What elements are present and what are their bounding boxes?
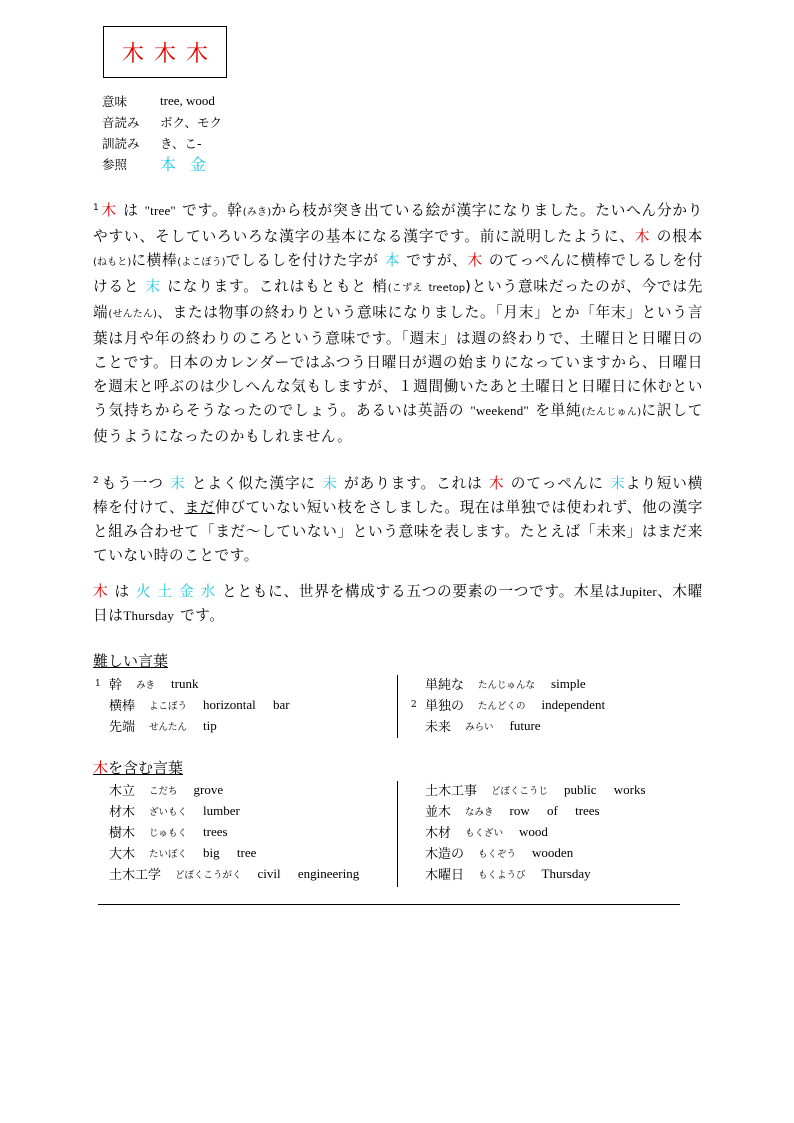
column-divider — [397, 781, 398, 887]
vocab-word: 樹木 — [109, 826, 136, 841]
kanji-link-ki[interactable]: 木 — [488, 475, 505, 492]
text: を単純 — [534, 402, 582, 419]
vocab-reading: もくようび — [478, 869, 526, 881]
vocab-word: 横棒 — [109, 699, 136, 714]
vocab-word: 単純な — [425, 678, 465, 693]
text: 、または物事の終わりという意味になりました。「月末」とか「年末」という言葉は月や年の終わりのころという意味です。「週末」は週の終わりで、土曜日と日曜日のことです。日本のカレンダーではふつう日曜日が週の始まりになっていますから、日曜日を週末と呼ぶのは少しへんな気もしますが、１週間働いたあと土曜日と日曜日に休むという気持ちからそうなったのでしょう。あるいは英語の — [93, 304, 703, 419]
kanji-link-matsu[interactable]: 末 — [169, 475, 186, 492]
vocab-english: independent — [541, 696, 606, 712]
vocab-word: 幹 — [109, 678, 123, 693]
vocab-english: tip — [203, 717, 217, 733]
paragraph-2 — [93, 469, 703, 568]
reading: (みき) — [242, 207, 272, 218]
footnote-number: 2 — [411, 699, 417, 710]
vocab-word: 未来 — [425, 720, 452, 735]
meaning-value: tree, wood — [160, 92, 215, 108]
bottom-rule — [98, 904, 680, 905]
text: とともに、世界を構成する五つの要素の一つです。木星は — [221, 583, 621, 600]
footnote-1-marker: 1 — [93, 203, 100, 213]
english-word: Jupiter — [620, 584, 657, 599]
vocab-english: wooden — [532, 844, 574, 860]
vocab-reading: なみき — [465, 806, 494, 818]
vocab-row — [93, 673, 290, 694]
reading: (よこぼう) — [177, 257, 226, 268]
english-word: "weekend" — [470, 403, 529, 418]
text: は — [114, 583, 130, 600]
vocab-reading: よこぼう — [149, 700, 188, 712]
kun-reading-label: 訓読み — [102, 135, 140, 151]
compounds-right — [409, 779, 646, 884]
english-word: treetop — [428, 283, 466, 294]
kanji-brush: 木 — [185, 41, 208, 67]
text: です。幹 — [181, 202, 243, 219]
vocab-row — [409, 694, 605, 715]
kanji-link-mi[interactable]: 未 — [322, 475, 338, 492]
vocab-row — [93, 779, 359, 800]
reference-link-kin[interactable]: 金 — [190, 155, 207, 174]
text: に横棒 — [131, 252, 178, 269]
vocab-row — [409, 842, 646, 863]
vocab-reading: たんじゅんな — [478, 679, 536, 691]
vocab-english: wood — [519, 823, 548, 839]
kanji-link-ki[interactable]: 木 — [467, 252, 483, 269]
reading: (こずえ — [387, 283, 423, 294]
kun-reading-row — [102, 132, 222, 153]
meaning-row — [102, 90, 222, 111]
text: のてっぺんに横棒でしるしを付けると — [93, 252, 703, 295]
vocab-reading: たんどくの — [478, 700, 526, 712]
kanji-header-box — [103, 26, 227, 78]
on-reading-value: ボク、モク — [160, 114, 223, 130]
vocab-reading: みき — [136, 679, 156, 691]
vocab-word: 木曜日 — [425, 868, 465, 883]
text: になります。これはもともと 梢 — [167, 278, 388, 295]
english-word: Thursday — [123, 608, 175, 623]
underlined-text: まだ — [184, 499, 216, 516]
text: ですが、 — [406, 252, 468, 269]
compounds-title — [93, 757, 183, 778]
on-reading-row — [102, 111, 222, 132]
vocab-english: horizontal bar — [203, 696, 290, 712]
vocab-word: 木造の — [425, 847, 465, 862]
text: )という意味だったのが、今では先端 — [93, 278, 703, 321]
footnote-2-marker: 2 — [93, 476, 100, 486]
vocab-english: civil engineering — [257, 865, 360, 881]
kanji-info — [102, 90, 222, 174]
vocab-english: lumber — [203, 802, 240, 818]
vocab-reading: もくぞう — [478, 848, 517, 860]
compounds-left — [93, 779, 359, 884]
vocab-english: big tree — [203, 844, 257, 860]
reference-row — [102, 153, 222, 174]
vocab-word: 先端 — [109, 720, 136, 735]
text: に訳して使うようになったのかもしれません。 — [93, 402, 703, 445]
vocab-row — [409, 779, 646, 800]
kanji-link-kin[interactable]: 金 — [178, 583, 195, 600]
vocab-word: 土木工学 — [109, 868, 162, 883]
vocab-row — [93, 715, 290, 736]
vocab-row — [93, 863, 359, 884]
kanji-sans: 木 — [121, 41, 144, 67]
vocab-row — [409, 715, 605, 736]
text: から枝が突き出ている絵が漢字になりました。たいへん分かりやすい、そしていろいろな漢字の基本になる漢字です。前に説明したように、 — [93, 202, 703, 245]
vocab-reading: じゅもく — [149, 827, 188, 839]
vocab-english: Thursday — [541, 865, 591, 881]
reading: (ねもと) — [93, 257, 132, 268]
vocab-word: 材木 — [109, 805, 136, 820]
english-word: "tree" — [144, 203, 176, 218]
text: の根本 — [656, 228, 703, 245]
paragraph-3 — [93, 580, 703, 628]
reading: (せんたん) — [108, 309, 158, 320]
vocab-reading: どぼくこうじ — [491, 785, 549, 797]
vocab-english: grove — [193, 781, 224, 797]
vocab-english: public works — [564, 781, 646, 797]
kun-reading-value: き、こ- — [160, 135, 202, 151]
vocab-word: 土木工事 — [425, 784, 478, 799]
text: もう一つ — [101, 475, 164, 492]
vocab-row — [93, 694, 290, 715]
vocab-english: trunk — [171, 675, 199, 691]
compounds-title-rest: を含む言葉 — [108, 759, 184, 777]
difficult-words-title: 難しい言葉 — [93, 652, 169, 670]
kanji-link-ki[interactable]: 木 — [93, 583, 109, 600]
vocab-row — [93, 842, 359, 863]
footnote-number: 1 — [95, 678, 101, 689]
reading: (たんじゅん) — [581, 407, 642, 418]
vocab-reading: こだち — [149, 785, 178, 797]
vocab-english: simple — [551, 675, 586, 691]
vocab-reading: たいぼく — [149, 848, 188, 860]
kanji-link-ki[interactable]: 木 — [634, 228, 651, 245]
meaning-label: 意味 — [102, 93, 128, 109]
vocab-reading: せんたん — [149, 721, 188, 733]
vocab-english: trees — [203, 823, 228, 839]
vocab-english: future — [509, 717, 541, 733]
vocab-row — [93, 800, 359, 821]
column-divider — [397, 675, 398, 738]
text: です。 — [180, 607, 225, 624]
vocab-reading: どぼくこうがく — [175, 869, 242, 881]
text: 伸びていない短い枝をさしました。現在は単独では使われず、他の漢字と組み合わせて「まだ～していない」という意味を表します。たとえば「未来」はまだ来ていない時のことです。 — [93, 499, 703, 564]
vocab-reading: みらい — [465, 721, 494, 733]
vocab-word: 木立 — [109, 784, 136, 799]
difficult-words-right — [409, 673, 605, 736]
reference-link-hon[interactable]: 本 — [160, 155, 177, 174]
kanji-link-matsu[interactable]: 末 — [145, 278, 162, 295]
kanji-link-do[interactable]: 土 — [157, 583, 173, 600]
vocab-reading: ざいもく — [149, 806, 188, 818]
text: でしるしを付けた字が — [225, 252, 379, 269]
vocab-word: 単独の — [425, 699, 465, 714]
text: 、木曜日は — [93, 583, 703, 624]
vocab-row — [409, 800, 646, 821]
vocab-row — [93, 821, 359, 842]
text: があります。これは — [343, 475, 483, 492]
kanji-link-ki[interactable]: 木 — [101, 202, 117, 219]
vocab-word: 木材 — [425, 826, 452, 841]
kanji-link-hon[interactable]: 本 — [384, 252, 401, 269]
kanji-link-sui[interactable]: 水 — [200, 583, 216, 600]
vocab-reading: もくざい — [465, 827, 504, 839]
vocab-row — [409, 673, 605, 694]
vocab-english: row of trees — [509, 802, 600, 818]
kanji-link-hi[interactable]: 火 — [135, 583, 152, 600]
reference-label: 参照 — [102, 156, 128, 172]
text: は — [122, 202, 139, 219]
vocab-row — [409, 863, 646, 884]
text: のてっぺんに — [510, 475, 604, 492]
vocab-word: 並木 — [425, 805, 452, 820]
on-reading-label: 音読み — [102, 114, 140, 130]
compounds-title-kanji: 木 — [93, 759, 109, 777]
vocab-row — [409, 821, 646, 842]
kanji-serif: 木 — [153, 41, 176, 67]
difficult-words-left — [93, 673, 290, 736]
text: より短い横棒を付けて、 — [93, 475, 704, 516]
paragraph-1 — [93, 196, 703, 449]
kanji-link-matsu[interactable]: 末 — [609, 475, 626, 492]
text: とよく似た漢字に — [191, 475, 316, 492]
vocab-word: 大木 — [109, 847, 136, 862]
